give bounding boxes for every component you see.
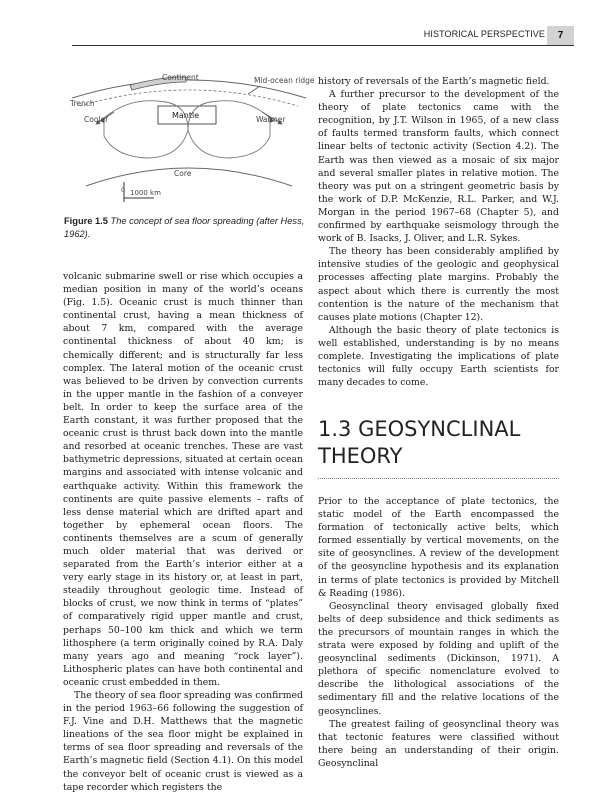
label-mantle: Mantle [172, 111, 200, 120]
body-paragraph: The theory of sea floor spreading was confirmed in the period 1963–66 following the suggestion of F.J. Vine and D.H. Matthews that the magnetic lineations of the sea floor might be explained in terms of sea floor spreading and reversals of the Earth’s magnetic field (Section 4.1). On this model the conveyor belt of oceanic crust is viewed as a tape recorder which registers the [63, 690, 303, 793]
ridge-line [248, 86, 260, 94]
right-column-top [318, 75, 559, 389]
running-title: HISTORICAL PERSPECTIVE [423, 29, 545, 39]
header-rule [72, 45, 574, 46]
label-core: Core [174, 169, 192, 178]
lithosphere-arc [80, 90, 298, 106]
page-number: 7 [547, 26, 574, 45]
figure-caption-label: Figure 1.5 [64, 216, 108, 226]
label-trench: Trench [70, 99, 95, 108]
body-paragraph: Prior to the acceptance of plate tectonics, the static model of the Earth encompassed the formation of tectonically active belts, which formed essentially by vertical movements, on the site of geosynclines. A review of the development of the geosyncline hypothesis and its explanation in terms of plate tectonics is provided by Mitchell & Reading (1986). [318, 496, 559, 599]
body-paragraph: The theory has been considerably amplified by intensive studies of the geologic and geophysical processes affecting plate margins. Probably the aspect about which there is currently the most contention is the nature of the mechanism that causes plate motions (Chapter 12). [318, 246, 559, 323]
label-mid-ocean-ridge: Mid-ocean ridge [254, 76, 315, 85]
label-scale-zero: 0 [121, 186, 126, 194]
running-header [0, 26, 615, 46]
label-scale: 1000 km [130, 189, 161, 197]
body-paragraph: volcanic submarine swell or rise which occupies a median position in many of the world’s oceans (Fig. 1.5). Oceanic crust is much thinner than continental crust, having a mean thickness of about 7 km, compared with the average continental thickness of about 40 km; is chemically different; and is structurally far less complex. The lateral motion of the oceanic crust was believed to be driven by convection currents in the upper mantle in the fashion of a conveyer belt. In order to keep the surface area of the Earth constant, it was further proposed that the oceanic crust is thrust back down into the mantle and resorbed at oceanic trenches. These are vast bathymetric depressions, situated at certain ocean margins and associated with intense volcanic and earthquake activity. Within this framework the continents are quite passive elements – rafts of less dense material which are drifted apart and together by ephemeral ocean floors. The continents themselves are a scum of generally much older material that was derived or separated from the Earth’s interior either at a very early stage in its history or, at least in part, steadily throughout geologic time. Instead of blocks of crust, we now think in terms of “plates” of comparatively rigid upper mantle and crust, perhaps 50–100 km thick and which we term lithosphere (a term originally coined by R.A. Daly many years ago and meaning “rock layer”). Lithospheric plates can have both continental and oceanic crust embedded in them. [63, 271, 303, 688]
label-warmer: Warmer [256, 115, 286, 124]
label-cooler: Cooler [84, 115, 109, 124]
figure-sea-floor-spreading [70, 66, 315, 212]
section-heading: 1.3 GEOSYNCLINAL THEORY [318, 417, 521, 468]
body-paragraph: history of reversals of the Earth’s magnetic field. [318, 76, 550, 87]
body-paragraph: Geosynclinal theory envisaged globally fixed belts of deep subsidence and thick sediments as the precursors of mountain ranges in which the strata were exposed by folding and uplift of the geosynclinal sediments (Dickinson, 1971). A plethora of specific nomenclature evolved to describe the lithological associations of the sedimentary fill and the relative locations of the geosynclines. [318, 600, 559, 717]
section-heading-rule [318, 478, 559, 479]
figure-caption [64, 215, 308, 240]
right-column-bottom [318, 495, 559, 770]
left-column [63, 270, 303, 794]
label-continent: Continent [162, 73, 199, 82]
body-paragraph: The greatest failing of geosynclinal theory was that tectonic features were classified without there being an understanding of their origin. Geosynclinal [318, 718, 559, 769]
sea-floor-spreading-diagram [70, 66, 315, 212]
body-paragraph: A further precursor to the development of the theory of plate tectonics came with the recognition, by J.T. Wilson in 1965, of a new class of faults termed transform faults, which connect linear belts of tectonic activity (Section 4.2). The Earth was then viewed as a mosaic of six major and several smaller plates in relative motion. The theory was put on a stringent geometric basis by the work of D.P. McKenzie, R.L. Parker, and W.J. Morgan in the period 1967–68 (Chapter 5), and confirmed by earthquake seismology through the work of B. Isacks, J. Oliver, and L.R. Sykes. [318, 89, 559, 245]
body-paragraph: Although the basic theory of plate tectonics is well established, understanding is by no means complete. Investigating the implications of plate tectonics will fully occupy Earth scientists for many decades to come. [318, 324, 559, 389]
figure-caption-text: The concept of sea floor spreading (after Hess, 1962). [64, 216, 305, 239]
